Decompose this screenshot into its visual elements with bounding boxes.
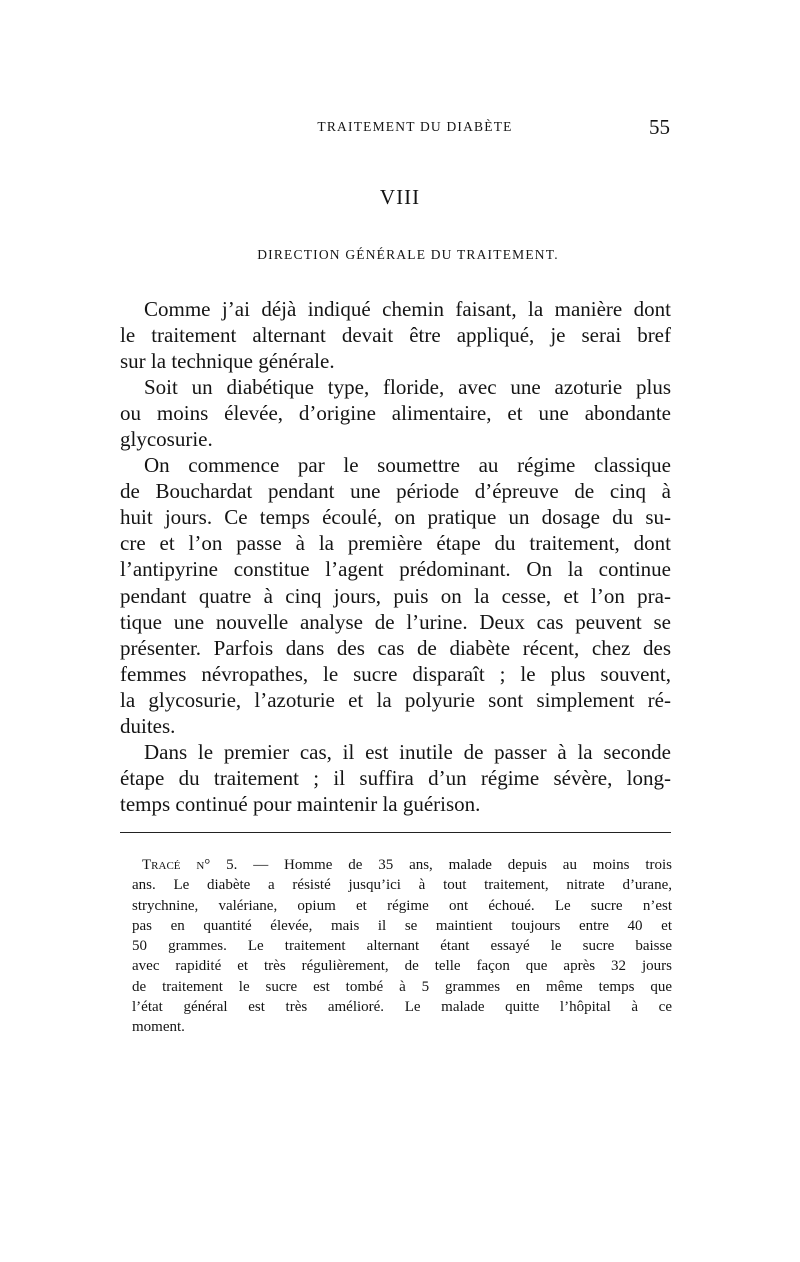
running-head bbox=[120, 115, 670, 139]
body-line: de Bouchardat pendant une période d’épreuve de cinq à bbox=[120, 479, 671, 504]
body-line: glycosurie. bbox=[120, 427, 213, 452]
body-line: Soit un diabétique type, floride, avec une azoturie plus bbox=[144, 375, 671, 400]
footnote-line: ans. Le diabète a résisté jusqu’ici à tout traitement, nitrate d’urane, bbox=[132, 877, 672, 894]
body-line: Dans le premier cas, il est inutile de passer à la seconde bbox=[144, 739, 671, 764]
footnote-label: Tracé n° 5. bbox=[142, 857, 238, 873]
body-line: présenter. Parfois dans des cas de diabète récent, chez des bbox=[120, 635, 671, 660]
page-number: 55 bbox=[649, 115, 670, 139]
chapter-number: VIII bbox=[379, 185, 421, 209]
body-line: l’antipyrine constitue l’agent prédominant. On la continue bbox=[120, 557, 671, 582]
body-text bbox=[120, 296, 671, 817]
footnote-line: moment. bbox=[132, 1019, 185, 1036]
body-line: femmes névropathes, le sucre disparaît ; le plus souvent, bbox=[120, 661, 671, 686]
footnote-divider bbox=[120, 832, 671, 833]
chapter-title: DIRECTION GÉNÉRALE DU TRAITEMENT. bbox=[257, 247, 559, 262]
footnote-line bbox=[132, 855, 672, 875]
body-line: pendant quatre à cinq jours, puis on la cesse, et l’on pra- bbox=[120, 583, 671, 608]
body-line: temps continué pour maintenir la guérison. bbox=[120, 791, 481, 816]
body-line: tique une nouvelle analyse de l’urine. Deux cas peuvent se bbox=[120, 609, 671, 634]
body-line: huit jours. Ce temps écoulé, on pratique un dosage du su- bbox=[120, 505, 671, 530]
footnote-line: avec rapidité et très régulièrement, de telle façon que après 32 jours bbox=[132, 958, 672, 975]
running-title: TRAITEMENT DU DIABÈTE bbox=[317, 119, 513, 134]
body-line: ou moins élevée, d’origine alimentaire, et une abondante bbox=[120, 401, 671, 426]
body-line: le traitement alternant devait être appliqué, je serai bref bbox=[120, 323, 671, 348]
body-line: cre et l’on passe à la première étape du traitement, dont bbox=[120, 531, 671, 556]
footnote-line: 50 grammes. Le traitement alternant étant essayé le sucre baisse bbox=[132, 938, 672, 955]
footnote bbox=[132, 855, 672, 1038]
body-line: Comme j’ai déjà indiqué chemin faisant, la manière dont bbox=[144, 297, 671, 321]
footnote-line: strychnine, valériane, opium et régime ont échoué. Le sucre n’est bbox=[132, 897, 672, 914]
body-line: duites. bbox=[120, 713, 176, 738]
footnote-line: de traitement le sucre est tombé à 5 grammes en même temps que bbox=[132, 978, 672, 995]
footnote-text: — Homme de 35 ans, malade depuis au moins trois bbox=[253, 857, 672, 873]
body-line: On commence par le soumettre au régime classique bbox=[144, 453, 671, 478]
footnote-line: l’état général est très amélioré. Le malade quitte l’hôpital à ce bbox=[132, 999, 672, 1016]
body-line: étape du traitement ; il suffira d’un régime sévère, long- bbox=[120, 765, 671, 790]
body-line: sur la technique générale. bbox=[120, 349, 335, 374]
body-line: la glycosurie, l’azoturie et la polyurie sont simplement ré- bbox=[120, 687, 671, 712]
footnote-line: pas en quantité élevée, mais il se maintient toujours entre 40 et bbox=[132, 917, 672, 934]
